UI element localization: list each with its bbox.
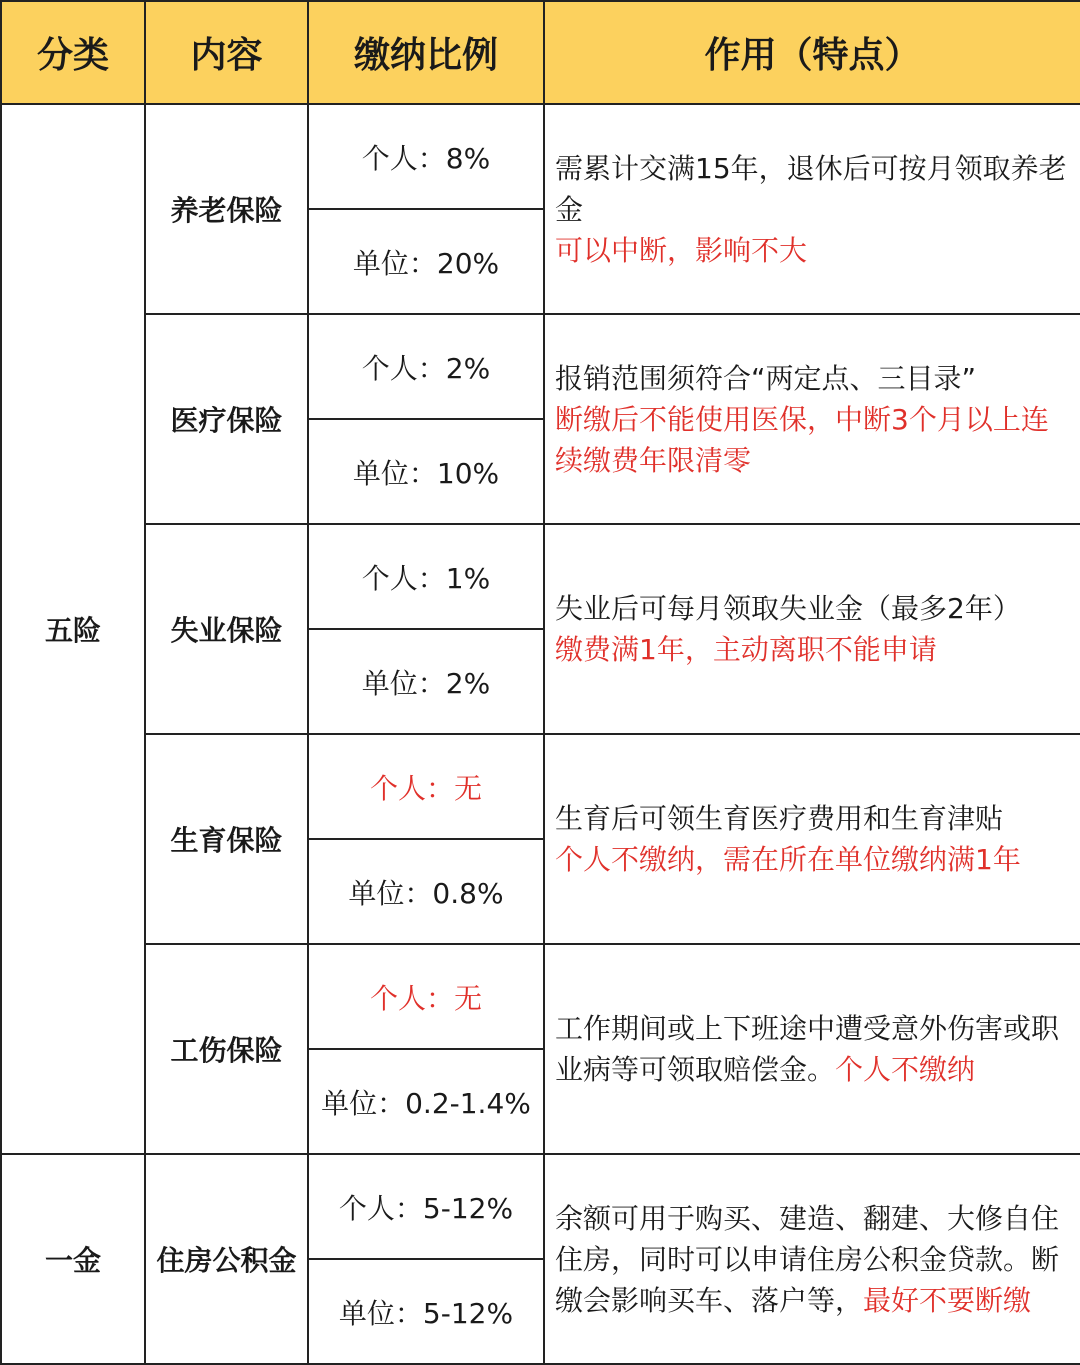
description-note: 可以中断，影响不大 <box>555 233 808 267</box>
description-note: 最好不要断缴 <box>863 1283 1032 1317</box>
rate-personal: 个人：1% <box>308 524 544 629</box>
rate-personal: 个人：无 <box>308 944 544 1049</box>
description-cell <box>544 524 1080 734</box>
rate-employer: 单位：2% <box>308 629 544 734</box>
description-cell <box>544 944 1080 1154</box>
category-housing-fund: 一金 <box>1 1154 145 1364</box>
table-row <box>1 524 1080 629</box>
item-unemployment-insurance: 失业保险 <box>145 524 308 734</box>
table-row <box>1 104 1080 209</box>
rate-employer: 单位：0.8% <box>308 839 544 944</box>
category-five-insurances: 五险 <box>1 104 145 1154</box>
table-row <box>1 1154 1080 1259</box>
description-cell <box>544 1154 1080 1364</box>
rate-personal: 个人：无 <box>308 734 544 839</box>
description-text: 生育后可领生育医疗费用和生育津贴 <box>555 802 1004 835</box>
header-ratio: 缴纳比例 <box>308 1 544 104</box>
table-row <box>1 944 1080 1049</box>
item-medical-insurance: 医疗保险 <box>145 314 308 524</box>
description-cell <box>544 314 1080 524</box>
description-note: 断缴后不能使用医保，中断3个月以上连续缴费年限清零 <box>555 402 1049 477</box>
item-maternity-insurance: 生育保险 <box>145 734 308 944</box>
description-note: 个人不缴纳 <box>835 1053 976 1086</box>
header-category: 分类 <box>1 1 145 104</box>
rate-personal: 个人：2% <box>308 314 544 419</box>
description-text: 报销范围须符合“两定点、三目录” <box>555 361 977 395</box>
rate-employer: 单位：10% <box>308 419 544 524</box>
description-text: 失业后可每月领取失业金（最多2年） <box>555 592 1021 625</box>
header-row <box>1 1 1080 104</box>
rate-employer: 单位：5-12% <box>308 1259 544 1364</box>
description-text: 需累计交满15年，退休后可按月领取养老金 <box>555 151 1067 226</box>
table-row <box>1 734 1080 839</box>
description-note: 个人不缴纳，需在所在单位缴纳满1年 <box>555 843 1021 876</box>
item-pension-insurance: 养老保险 <box>145 104 308 314</box>
table-row <box>1 314 1080 419</box>
item-housing-provident-fund: 住房公积金 <box>145 1154 308 1364</box>
rate-personal: 个人：8% <box>308 104 544 209</box>
description-cell <box>544 734 1080 944</box>
header-function: 作用（特点） <box>544 1 1080 104</box>
description-text: 余额可用于购买、建造、翻建、大修自住住房，同时可以申请住房公积金贷款。断缴会影响买车、落户等， <box>555 1201 1060 1317</box>
rate-employer: 单位：20% <box>308 209 544 314</box>
item-work-injury-insurance: 工伤保险 <box>145 944 308 1154</box>
description-cell <box>544 104 1080 314</box>
header-content: 内容 <box>145 1 308 104</box>
description-note: 缴费满1年，主动离职不能申请 <box>555 633 937 666</box>
description-text: 工作期间或上下班途中遭受意外伤害或职业病等可领取赔偿金。 <box>555 1012 1060 1086</box>
rate-personal: 个人：5-12% <box>308 1154 544 1259</box>
rate-employer: 单位：0.2-1.4% <box>308 1049 544 1154</box>
